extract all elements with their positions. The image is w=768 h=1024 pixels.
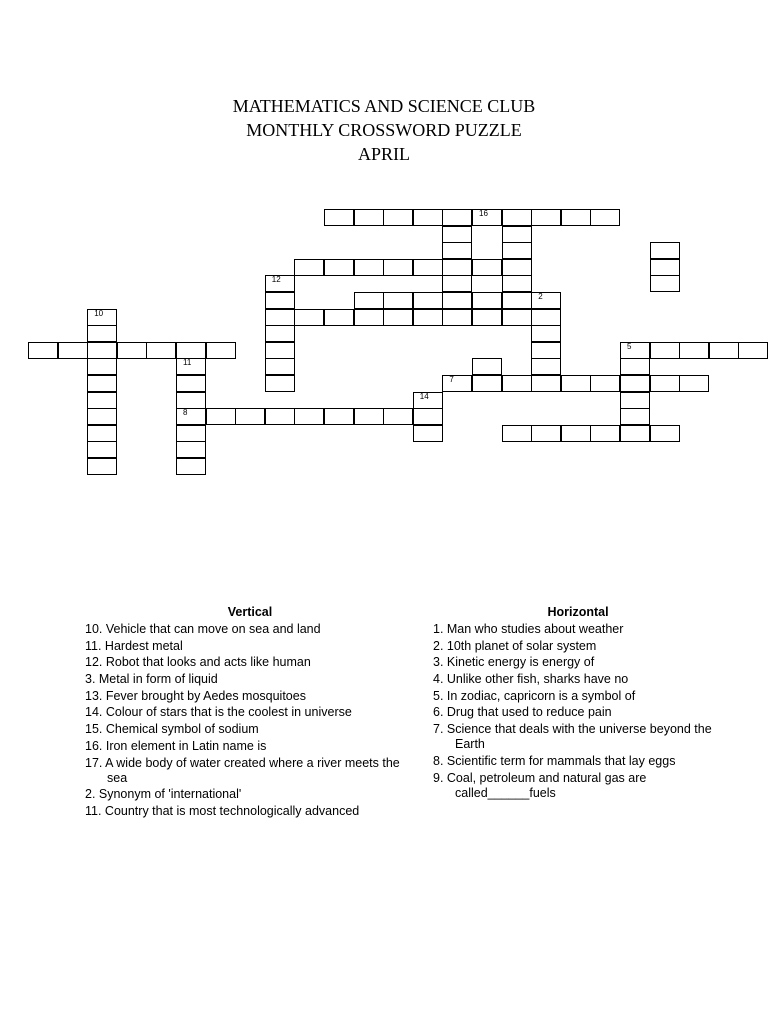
vertical-clue: 12. Robot that looks and acts like human bbox=[85, 655, 311, 670]
grid-cell[interactable] bbox=[502, 425, 532, 442]
grid-cell[interactable] bbox=[176, 458, 206, 475]
grid-cell[interactable] bbox=[620, 392, 650, 409]
grid-cell[interactable] bbox=[709, 342, 739, 359]
grid-cell[interactable] bbox=[442, 275, 472, 292]
vertical-clue: 14. Colour of stars that is the coolest in universe bbox=[85, 705, 352, 720]
grid-cell[interactable] bbox=[531, 358, 561, 375]
grid-cell[interactable] bbox=[472, 358, 502, 375]
horizontal-clue: 8. Scientific term for mammals that lay eggs bbox=[433, 753, 676, 768]
grid-cell[interactable] bbox=[531, 292, 561, 309]
grid-cell[interactable] bbox=[472, 292, 502, 309]
vertical-clue: 17. A wide body of water created where a river meets the sea bbox=[85, 755, 400, 785]
grid-cell[interactable] bbox=[590, 209, 620, 226]
grid-cell[interactable] bbox=[294, 408, 324, 425]
grid-cell[interactable] bbox=[176, 425, 206, 442]
grid-cell[interactable] bbox=[58, 342, 88, 359]
horizontal-clue: 5. In zodiac, capricorn is a symbol of bbox=[433, 688, 636, 703]
grid-cell[interactable] bbox=[502, 259, 532, 276]
grid-cell[interactable] bbox=[176, 342, 206, 359]
grid-cell[interactable] bbox=[472, 375, 502, 392]
grid-cell[interactable] bbox=[117, 342, 147, 359]
grid-cell[interactable] bbox=[87, 458, 117, 475]
grid-cell[interactable] bbox=[620, 358, 650, 375]
clue-number: 2 bbox=[538, 292, 543, 301]
grid-cell[interactable] bbox=[324, 259, 354, 276]
grid-cell[interactable] bbox=[561, 375, 591, 392]
grid-cell[interactable] bbox=[87, 358, 117, 375]
vertical-clue-list bbox=[85, 622, 415, 819]
grid-cell[interactable] bbox=[87, 309, 117, 326]
grid-cell[interactable] bbox=[176, 408, 206, 425]
grid-cell[interactable] bbox=[472, 309, 502, 326]
grid-cell[interactable] bbox=[87, 425, 117, 442]
grid-cell[interactable] bbox=[502, 226, 532, 243]
grid-cell[interactable] bbox=[531, 342, 561, 359]
horizontal-clue: 6. Drug that used to reduce pain bbox=[433, 705, 612, 720]
grid-cell[interactable] bbox=[442, 209, 472, 226]
grid-cell[interactable] bbox=[531, 209, 561, 226]
grid-cell[interactable] bbox=[502, 309, 532, 326]
grid-cell[interactable] bbox=[413, 392, 443, 409]
grid-cell[interactable] bbox=[265, 275, 295, 292]
grid-cell[interactable] bbox=[650, 375, 680, 392]
grid-cell[interactable] bbox=[442, 259, 472, 276]
grid-cell[interactable] bbox=[413, 425, 443, 442]
grid-cell[interactable] bbox=[442, 292, 472, 309]
grid-cell[interactable] bbox=[265, 358, 295, 375]
horizontal-clue-list bbox=[433, 622, 723, 801]
clue-number: 8 bbox=[183, 408, 188, 418]
grid-cell[interactable] bbox=[650, 242, 680, 259]
vertical-clue: 15. Chemical symbol of sodium bbox=[85, 722, 259, 737]
grid-cell[interactable] bbox=[620, 342, 650, 359]
grid-cell[interactable] bbox=[679, 375, 709, 392]
horizontal-clues bbox=[433, 604, 723, 802]
grid-cell[interactable] bbox=[265, 375, 295, 392]
grid-cell[interactable] bbox=[87, 375, 117, 392]
grid-cell[interactable] bbox=[531, 309, 561, 326]
grid-cell[interactable] bbox=[146, 342, 176, 359]
grid-cell[interactable] bbox=[413, 309, 443, 326]
grid-cell[interactable] bbox=[354, 209, 384, 226]
clue-number: 7 bbox=[449, 375, 454, 384]
grid-cell[interactable] bbox=[620, 408, 650, 425]
grid-cell[interactable] bbox=[531, 425, 561, 442]
grid-cell[interactable] bbox=[324, 408, 354, 425]
grid-cell[interactable] bbox=[294, 309, 324, 326]
horizontal-heading: Horizontal bbox=[547, 605, 609, 619]
grid-cell[interactable] bbox=[561, 425, 591, 442]
horizontal-clue: 4. Unlike other fish, sharks have no bbox=[433, 672, 629, 687]
grid-cell[interactable] bbox=[590, 375, 620, 392]
grid-cell[interactable] bbox=[442, 242, 472, 259]
grid-cell[interactable] bbox=[383, 309, 413, 326]
grid-cell[interactable] bbox=[383, 292, 413, 309]
grid-cell[interactable] bbox=[502, 375, 532, 392]
grid-cell[interactable] bbox=[354, 309, 384, 326]
grid-cell[interactable] bbox=[87, 325, 117, 342]
grid-cell[interactable] bbox=[354, 408, 384, 425]
grid-cell[interactable] bbox=[650, 275, 680, 292]
clue-number: 14 bbox=[419, 391, 429, 401]
grid-cell[interactable] bbox=[265, 325, 295, 342]
grid-cell[interactable] bbox=[650, 259, 680, 276]
grid-cell[interactable] bbox=[502, 292, 532, 309]
grid-cell[interactable] bbox=[324, 209, 354, 226]
grid-cell[interactable] bbox=[590, 425, 620, 442]
title-line-month: APRIL bbox=[357, 144, 410, 164]
grid-cell[interactable] bbox=[502, 209, 532, 226]
vertical-clue: 11. Hardest metal bbox=[85, 638, 183, 653]
grid-cell[interactable] bbox=[531, 325, 561, 342]
grid-cell[interactable] bbox=[383, 209, 413, 226]
grid-cell[interactable] bbox=[620, 375, 650, 392]
grid-cell[interactable] bbox=[354, 292, 384, 309]
grid-cell[interactable] bbox=[531, 375, 561, 392]
grid-cell[interactable] bbox=[87, 408, 117, 425]
horizontal-clue: 2. 10th planet of solar system bbox=[433, 638, 597, 653]
horizontal-clue: 9. Coal, petroleum and natural gas are called______fuels bbox=[433, 770, 647, 800]
grid-cell[interactable] bbox=[561, 209, 591, 226]
grid-cell[interactable] bbox=[87, 342, 117, 359]
grid-cell[interactable] bbox=[413, 292, 443, 309]
grid-cell[interactable] bbox=[472, 209, 502, 226]
grid-cell[interactable] bbox=[265, 292, 295, 309]
grid-cell[interactable] bbox=[176, 358, 206, 375]
grid-cell[interactable] bbox=[87, 392, 117, 409]
grid-cell[interactable] bbox=[324, 309, 354, 326]
vertical-clue: 13. Fever brought by Aedes mosquitoes bbox=[85, 688, 306, 703]
grid-cell[interactable] bbox=[502, 242, 532, 259]
vertical-clues bbox=[85, 604, 415, 821]
clue-number: 16 bbox=[479, 209, 488, 218]
grid-cell[interactable] bbox=[235, 408, 265, 425]
grid-cell[interactable] bbox=[383, 259, 413, 276]
vertical-clue: 11. Country that is most technologically advanced bbox=[85, 803, 360, 818]
grid-cell[interactable] bbox=[650, 342, 680, 359]
grid-cell[interactable] bbox=[442, 309, 472, 326]
grid-cell[interactable] bbox=[442, 226, 472, 243]
grid-cell[interactable] bbox=[413, 209, 443, 226]
grid-cell[interactable] bbox=[28, 342, 58, 359]
grid-cell[interactable] bbox=[383, 408, 413, 425]
grid-cell[interactable] bbox=[354, 259, 384, 276]
clue-number: 11 bbox=[183, 358, 192, 368]
grid-cell[interactable] bbox=[413, 408, 443, 425]
clue-number: 10 bbox=[94, 308, 104, 318]
clue-number: 12 bbox=[271, 275, 281, 285]
grid-cell[interactable] bbox=[738, 342, 768, 359]
grid-cell[interactable] bbox=[472, 259, 502, 276]
horizontal-clue: 3. Kinetic energy is energy of bbox=[433, 655, 595, 670]
vertical-clue: 2. Synonym of 'international' bbox=[85, 787, 242, 802]
grid-cell[interactable] bbox=[265, 408, 295, 425]
grid-cell[interactable] bbox=[265, 342, 295, 359]
title-line-puzzle: MONTHLY CROSSWORD PUZZLE bbox=[246, 120, 522, 140]
grid-cell[interactable] bbox=[176, 392, 206, 409]
grid-cell[interactable] bbox=[265, 309, 295, 326]
grid-cell[interactable] bbox=[413, 259, 443, 276]
vertical-clue: 10. Vehicle that can move on sea and land bbox=[85, 622, 321, 636]
grid-cell[interactable] bbox=[620, 425, 650, 442]
clue-number: 5 bbox=[627, 341, 632, 351]
grid-cell[interactable] bbox=[87, 441, 117, 458]
grid-cell[interactable] bbox=[502, 275, 532, 292]
grid-cell[interactable] bbox=[206, 408, 236, 425]
title-line-club: MATHEMATICS AND SCIENCE CLUB bbox=[232, 96, 536, 116]
horizontal-clue: 1. Man who studies about weather bbox=[433, 622, 624, 636]
grid-cell[interactable] bbox=[206, 342, 236, 359]
grid-cell[interactable] bbox=[294, 259, 324, 276]
vertical-heading: Vertical bbox=[227, 605, 273, 619]
grid-cell[interactable] bbox=[650, 425, 680, 442]
grid-cell[interactable] bbox=[679, 342, 709, 359]
grid-cell[interactable] bbox=[176, 375, 206, 392]
grid-cell[interactable] bbox=[442, 375, 472, 392]
vertical-clue: 16. Iron element in Latin name is bbox=[85, 738, 267, 753]
vertical-clue: 3. Metal in form of liquid bbox=[85, 672, 218, 687]
horizontal-clue: 7. Science that deals with the universe beyond the Earth bbox=[433, 722, 712, 752]
grid-cell[interactable] bbox=[176, 441, 206, 458]
